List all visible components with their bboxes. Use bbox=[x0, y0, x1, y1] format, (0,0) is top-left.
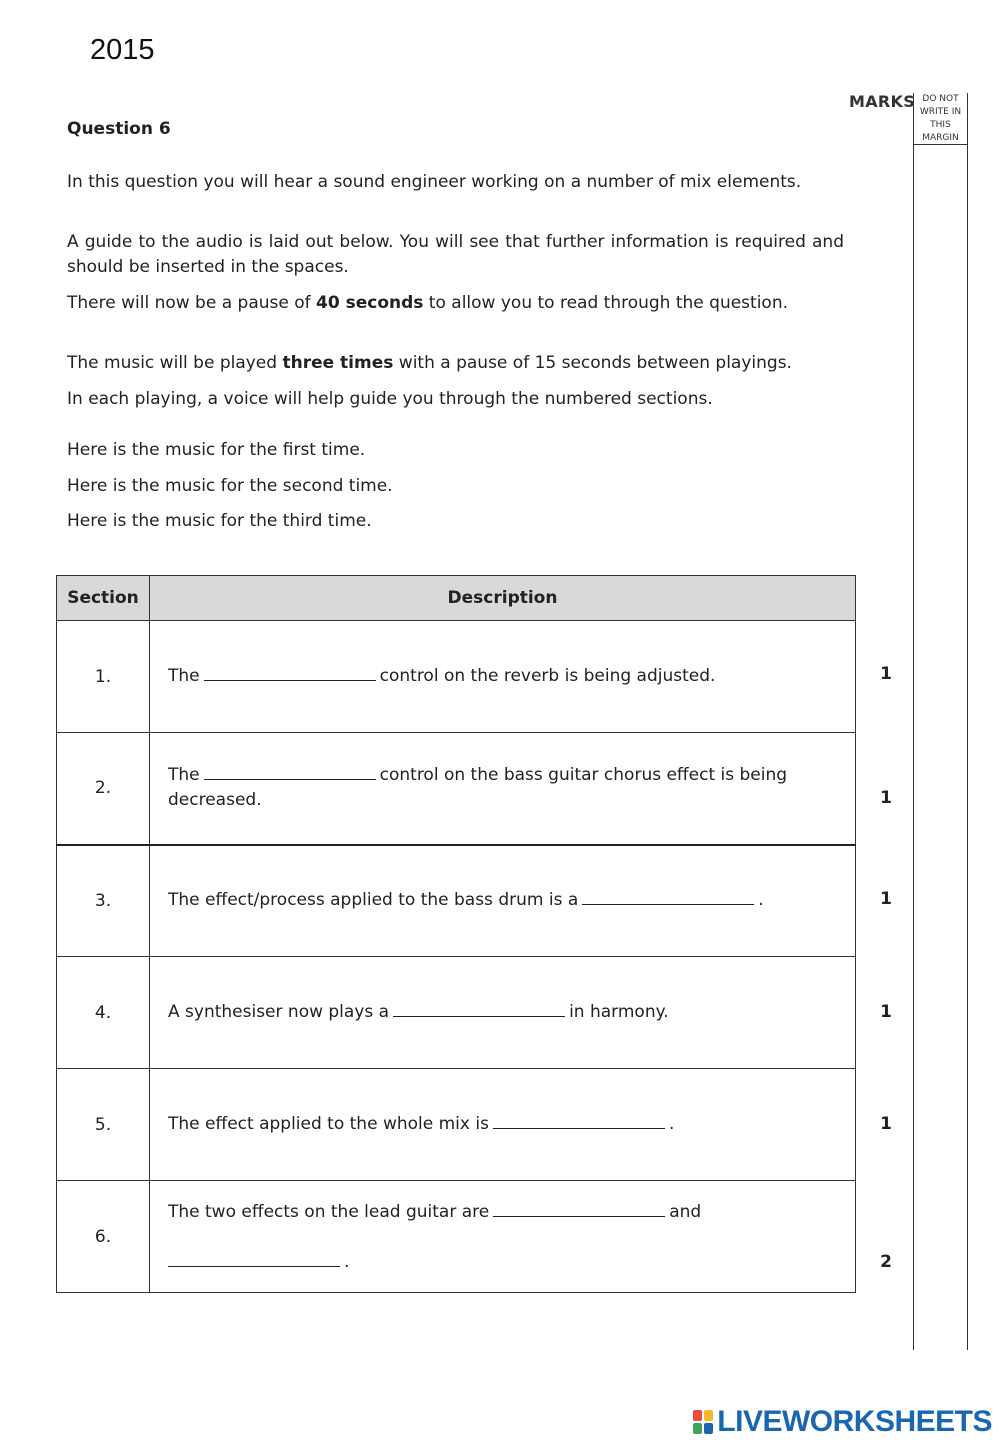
answer-table bbox=[56, 575, 856, 1293]
answer-blank[interactable] bbox=[168, 1252, 340, 1267]
header-description: Description bbox=[150, 576, 856, 621]
mark-value: 1 bbox=[880, 788, 892, 808]
description-cell bbox=[150, 621, 856, 733]
instruction-paragraph bbox=[67, 351, 844, 376]
question-title: Question 6 bbox=[67, 119, 171, 139]
description-cell bbox=[150, 1181, 856, 1293]
answer-blank[interactable] bbox=[393, 1002, 565, 1017]
table-row bbox=[57, 1181, 856, 1293]
margin-note-line: MARGIN bbox=[922, 133, 959, 143]
text-run: The music will be played bbox=[67, 353, 283, 373]
instruction-paragraph: In this question you will hear a sound engineer working on a number of mix elements. bbox=[67, 172, 802, 192]
marks-heading: MARKS bbox=[849, 92, 916, 111]
section-number: 2. bbox=[57, 733, 150, 845]
table-row bbox=[57, 733, 856, 845]
table-row bbox=[57, 621, 856, 733]
mark-value: 1 bbox=[880, 664, 892, 684]
music-cue: Here is the music for the third time. bbox=[67, 511, 372, 531]
text-run: . bbox=[344, 1251, 350, 1272]
answer-blank[interactable] bbox=[582, 890, 754, 905]
mark-value: 1 bbox=[880, 889, 892, 909]
answer-blank[interactable] bbox=[493, 1202, 665, 1217]
description-cell bbox=[150, 733, 856, 845]
text-run: control on the reverb is being adjusted. bbox=[379, 666, 716, 686]
answer-blank[interactable] bbox=[493, 1114, 665, 1129]
music-cue: Here is the music for the first time. bbox=[67, 440, 366, 460]
table-row bbox=[57, 1069, 856, 1181]
section-number: 5. bbox=[57, 1069, 150, 1181]
mark-value: 1 bbox=[880, 1002, 892, 1022]
text-run: . bbox=[758, 890, 764, 911]
text-run: to allow you to read through the question. bbox=[423, 293, 789, 313]
text-run: There will now be a pause of bbox=[67, 293, 317, 313]
answer-blank[interactable] bbox=[204, 666, 376, 681]
margin-column bbox=[913, 93, 968, 1350]
description-cell bbox=[150, 845, 856, 957]
instruction-paragraph: In each playing, a voice will help guide you through the numbered sections. bbox=[67, 389, 713, 409]
margin-note-line: THIS bbox=[930, 120, 951, 130]
section-number: 4. bbox=[57, 957, 150, 1069]
instruction-paragraph: A guide to the audio is laid out below. You will see that further information is required and should be inserted in the spaces. bbox=[67, 232, 844, 277]
text-run: The bbox=[168, 666, 200, 686]
logo-square bbox=[704, 1423, 713, 1434]
instruction-paragraph bbox=[67, 291, 844, 316]
description-cell bbox=[150, 957, 856, 1069]
brand-name: LIVEWORKSHEETS bbox=[717, 1405, 992, 1438]
text-run: The effect applied to the whole mix is bbox=[168, 1114, 489, 1134]
liveworksheets-logo-icon bbox=[693, 1410, 713, 1434]
margin-note bbox=[914, 93, 967, 145]
text-run: and bbox=[669, 1201, 702, 1222]
mark-value: 1 bbox=[880, 1114, 892, 1134]
footer-brand bbox=[693, 1405, 992, 1439]
margin-note-line: DO NOT bbox=[922, 94, 959, 104]
logo-square bbox=[704, 1410, 713, 1421]
section-number: 6. bbox=[57, 1181, 150, 1293]
answer-blank[interactable] bbox=[204, 765, 376, 780]
bold-text: three times bbox=[282, 353, 394, 373]
section-number: 1. bbox=[57, 621, 150, 733]
text-run: The effect/process applied to the bass drum is a bbox=[168, 890, 579, 911]
logo-square bbox=[693, 1423, 702, 1434]
table-row bbox=[57, 957, 856, 1069]
logo-square bbox=[693, 1410, 702, 1421]
text-run: The bbox=[168, 765, 200, 786]
bold-text: 40 seconds bbox=[316, 293, 424, 313]
table-row bbox=[57, 845, 856, 957]
description-cell bbox=[150, 1069, 856, 1181]
text-run: in harmony. bbox=[569, 1002, 669, 1022]
music-cue: Here is the music for the second time. bbox=[67, 476, 393, 496]
text-run: control on the bass guitar chorus effect is being decreased. bbox=[168, 765, 788, 811]
text-run: . bbox=[668, 1114, 675, 1134]
year-label: 2015 bbox=[90, 34, 155, 66]
section-number: 3. bbox=[57, 845, 150, 957]
header-section: Section bbox=[57, 576, 150, 621]
margin-note-line: WRITE IN bbox=[919, 107, 962, 117]
mark-value: 2 bbox=[880, 1252, 892, 1272]
text-run: with a pause of 15 seconds between playings. bbox=[393, 353, 792, 373]
text-run: A synthesiser now plays a bbox=[168, 1002, 390, 1022]
text-run: The two effects on the lead guitar are bbox=[168, 1201, 490, 1222]
